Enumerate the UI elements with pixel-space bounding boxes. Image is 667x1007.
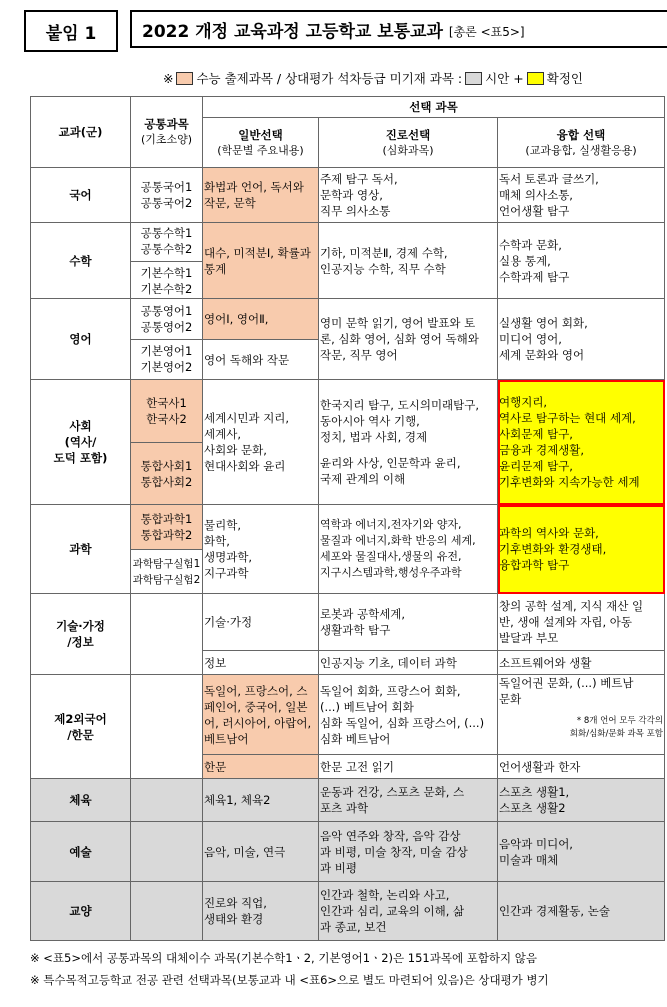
- arts-common: [131, 822, 203, 882]
- math-common: 공통수학1 공통수학2 기본수학1 기본수학2: [131, 223, 203, 299]
- pe-general: 체육1, 체육2: [203, 779, 319, 822]
- arts-fusion: 음악과 미디어, 미술과 매체: [498, 822, 665, 882]
- row-korean: [31, 168, 665, 223]
- subject-pe: 체육: [31, 779, 131, 822]
- subject-arts: 예술: [31, 822, 131, 882]
- tech-general-a: 기술·가정: [203, 594, 319, 651]
- subject-math: 수학: [31, 223, 131, 299]
- tech-fusion-b: 소프트웨어와 생활: [498, 651, 665, 675]
- social-career: 한국지리 탐구, 도시의미래탐구, 동아시아 역사 기행, 정치, 법과 사회, 경제 윤리와 사상, 인문학과 윤리, 국제 관계의 이해: [319, 380, 498, 505]
- foreign-career-a: 독일어 회화, 프랑스어 회화, (...) 베트남어 회화 심화 독일어, 심화 프랑스어, (...) 심화 베트남어: [319, 675, 498, 755]
- tech-career-a: 로봇과 공학세계, 생활과학 탐구: [319, 594, 498, 651]
- science-general: 물리학, 화학, 생명과학, 지구과학: [203, 505, 319, 594]
- row-english: [31, 299, 665, 380]
- tech-fusion-a: 창의 공학 설계, 지식 재산 일 반, 생애 설계와 자립, 아동 발달과 부모: [498, 594, 665, 651]
- row-liberal: [31, 882, 665, 941]
- curriculum-table: [30, 96, 665, 941]
- subject-tech: 기술·가정 /정보: [31, 594, 131, 675]
- head-subject: 교과(군): [31, 97, 131, 168]
- tech-common: [131, 594, 203, 675]
- social-fusion: 여행지리, 역사로 탐구하는 현대 세계, 사회문제 탐구, 금융과 경제생활, 윤리문제 탐구, 기후변화와 지속가능한 세계: [498, 380, 665, 505]
- english-fusion: 실생활 영어 회화, 미디어 영어, 세계 문화와 영어: [498, 299, 665, 380]
- foreign-career-b: 한문 고전 읽기: [319, 755, 498, 779]
- subject-korean: 국어: [31, 168, 131, 223]
- foreign-fusion-a: 독일어권 문화, (...) 베트남 문화 * 8개 언어 모두 각각의 회화/심화/문화 과목 포함: [498, 675, 665, 755]
- footnote-2: ※ 특수목적고등학교 전공 관련 선택과목(보통교과 내 <표6>으로 별도 마련되어 있음)은 상대평가 병기: [30, 973, 549, 987]
- foreign-general-b: 한문: [203, 755, 319, 779]
- pe-career: 운동과 건강, 스포츠 문화, 스 포츠 과학: [319, 779, 498, 822]
- row-math: [31, 223, 665, 299]
- liberal-general: 진로와 직업, 생태와 환경: [203, 882, 319, 941]
- row-pe: [31, 779, 665, 822]
- foreign-fusion-b: 언어생활과 한자: [498, 755, 665, 779]
- legend-gray-label: 시안 +: [485, 71, 524, 86]
- foreign-general-a: 독일어, 프랑스어, 스페인어, 중국어, 일본어, 러시아어, 아랍어, 베트남어: [203, 675, 319, 755]
- head-career: 진로선택 (심화과목): [319, 118, 498, 168]
- row-foreign: [31, 675, 665, 755]
- liberal-common: [131, 882, 203, 941]
- row-tech: [31, 594, 665, 651]
- head-elective: 선택 과목: [203, 97, 665, 118]
- korean-common: 공통국어1 공통국어2: [131, 168, 203, 223]
- subject-liberal: 교양: [31, 882, 131, 941]
- subject-science: 과학: [31, 505, 131, 594]
- subject-english: 영어: [31, 299, 131, 380]
- korean-career: 주제 탐구 독서, 문학과 영상, 직무 의사소통: [319, 168, 498, 223]
- subject-foreign: 제2외국어 /한문: [31, 675, 131, 779]
- legend-salmon-label: 수능 출제과목 / 상대평가 석차등급 미기재 과목 :: [196, 71, 463, 86]
- footnote-1: ※ <표5>에서 공통과목의 대체이수 과목(기본수학1ㆍ2, 기본영어1ㆍ2)은 151과목에 포함하지 않음: [30, 951, 538, 965]
- legend: [163, 69, 583, 87]
- title-box: [130, 10, 667, 48]
- subject-social: 사회 (역사/ 도덕 포함): [31, 380, 131, 505]
- science-career: 역학과 에너지,전자기와 양자, 물질과 에너지,화학 반응의 세계, 세포와 물질대사,생물의 유전, 지구시스템과학,행성우주과학: [319, 505, 498, 594]
- arts-career: 음악 연주와 창작, 음악 감상 과 비평, 미술 창작, 미술 감상 과 비평: [319, 822, 498, 882]
- legend-mark: ※: [163, 70, 174, 86]
- tech-general-b: 정보: [203, 651, 319, 675]
- yellow-swatch: [527, 72, 544, 85]
- math-general: 대수, 미적분Ⅰ, 확률과 통계: [203, 223, 319, 299]
- liberal-fusion: 인간과 경제활동, 논술: [498, 882, 665, 941]
- head-fusion: 융합 선택 (교과융합, 실생활응용): [498, 118, 665, 168]
- foreign-common: [131, 675, 203, 779]
- row-arts: [31, 822, 665, 882]
- math-fusion: 수학과 문화, 실용 통계, 수학과제 탐구: [498, 223, 665, 299]
- page-title: 2022 개정 교육과정 고등학교 보통교과: [142, 21, 443, 42]
- english-career: 영미 문학 읽기, 영어 발표와 토 론, 심화 영어, 심화 영어 독해와 작문, 직무 영어: [319, 299, 498, 380]
- page-subtitle: [총론 <표5>]: [448, 25, 525, 39]
- science-fusion: 과학의 역사와 문화, 기후변화와 환경생태, 융합과학 탐구: [498, 505, 665, 594]
- math-career: 기하, 미적분Ⅱ, 경제 수학, 인공지능 수학, 직무 수학: [319, 223, 498, 299]
- foreign-fusion-note: * 8개 언어 모두 각각의 회화/심화/문화 과목 포함: [569, 716, 664, 739]
- english-general: 영어Ⅰ, 영어Ⅱ, 영어 독해와 작문: [203, 299, 319, 380]
- liberal-career: 인간과 철학, 논리와 사고, 인간과 심리, 교육의 이해, 삶 과 종교, 보건: [319, 882, 498, 941]
- pe-common: [131, 779, 203, 822]
- korean-fusion: 독서 토론과 글쓰기, 매체 의사소통, 언어생활 탐구: [498, 168, 665, 223]
- social-common: 한국사1 한국사2 통합사회1 통합사회2: [131, 380, 203, 505]
- header-row: [31, 97, 665, 118]
- social-general: 세계시민과 지리, 세계사, 사회와 문화, 현대사회와 윤리: [203, 380, 319, 505]
- row-science: [31, 505, 665, 594]
- legend-yellow-label: 확정인: [546, 71, 583, 86]
- arts-general: 음악, 미술, 연극: [203, 822, 319, 882]
- pe-fusion: 스포츠 생활1, 스포츠 생활2: [498, 779, 665, 822]
- attachment-badge: 붙임 1: [24, 10, 118, 52]
- english-common: 공통영어1 공통영어2 기본영어1 기본영어2: [131, 299, 203, 380]
- head-general: 일반선택 (학문별 주요내용): [203, 118, 319, 168]
- science-common: 통합과학1 통합과학2 과학탐구실험1 과학탐구실험2: [131, 505, 203, 594]
- salmon-swatch: [176, 72, 193, 85]
- row-social: [31, 380, 665, 505]
- head-common: 공통과목 (기초소양): [131, 97, 203, 168]
- korean-general: 화법과 언어, 독서와 작문, 문학: [203, 168, 319, 223]
- tech-career-b: 인공지능 기초, 데이터 과학: [319, 651, 498, 675]
- gray-swatch: [465, 72, 482, 85]
